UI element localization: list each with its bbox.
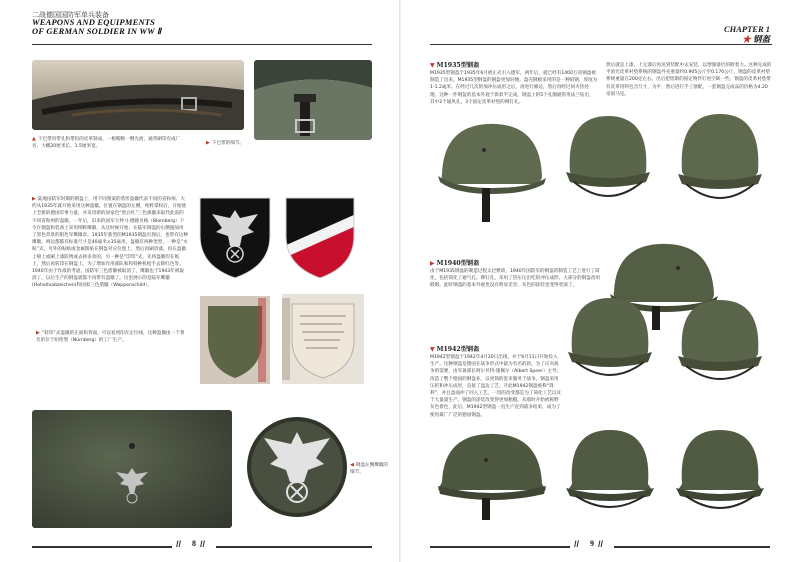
text-m1940: 由于M1935钢盔的制造过程太过繁琐，1940年国防军的钢盔的制造工艺上进行了简化，包括简化了通气孔、铆钉孔，采用了热压压出吃的冲压成形。大部分的钢盔改用锻钢。此时钢盔的基本外观也没有明显差异，灰色的涂装也变得更深了。: [430, 269, 600, 289]
caption-buckle: ▶ 下巴带的细节。: [206, 140, 245, 146]
caption-transfer-decal: ▶ “转印”式盔徽的正面和背面，可以看到印在定位线，这种盔徽由一个著名的位于纽伦堡（Nürnberg）的工厂生产。: [36, 330, 185, 343]
heading-m1935: ▼ M1935型钢盔: [430, 62, 480, 69]
caption-strap: ▲ 下巴带用带孔和带扣的皮革制成，一根帽檐一侧光滑，通常刷印有成厂名、大概20厘米长、1.5厘米宽。: [32, 136, 181, 149]
heading-m1940: ▶ M1940型钢盔: [430, 260, 480, 267]
helmet-m1935-side: [436, 118, 548, 230]
eagle-decal: [198, 196, 272, 280]
helmet-m1942-back: [672, 426, 768, 526]
footer-slash-left-2: //: [200, 539, 206, 549]
helmet-m1942-front: [562, 426, 658, 522]
book-title-en-line2: OF GERMAN SOLDIER IN WW Ⅱ: [32, 26, 162, 36]
chapter-subtitle: ★ 钢盔: [742, 34, 770, 44]
footer-rule-left-2: [216, 546, 372, 548]
helmet-m1940-back: [672, 294, 768, 398]
heading-m1942: ▼ M1942型钢盔: [430, 346, 480, 353]
triangle-icon: ▼: [430, 62, 435, 69]
triangle-icon: ▶: [206, 140, 210, 146]
page-number-right: 9: [590, 539, 594, 548]
footer-slash-left: //: [176, 539, 182, 549]
footer-slash-right: //: [574, 539, 580, 549]
footer-rule-left: [32, 546, 172, 548]
helmet-m1940-front: [562, 292, 658, 392]
triangle-icon: ▶: [430, 260, 435, 267]
chapter-label: CHAPTER 1: [723, 24, 770, 34]
book-title-cn: 二战德国国防军单兵装备: [32, 12, 109, 19]
footer-rule-right-2: [614, 546, 770, 548]
footer-slash-right-2: //: [598, 539, 604, 549]
helmet-m1935-back: [672, 110, 768, 218]
triangle-icon: ▶: [36, 330, 40, 336]
photo-transfer-front: [200, 296, 270, 384]
triangle-icon: ▲: [32, 136, 36, 142]
book-title-en-line1: WEAPONS AND EQUIPMENTS: [32, 17, 156, 27]
page-number-left: 8: [192, 539, 196, 548]
book-title-en: [32, 18, 161, 36]
photo-helmet-side-closeup: [32, 410, 232, 528]
triangle-icon: ▶: [32, 196, 36, 202]
text-m1935-b: 然后就是上漆，上完漆后再送到装配中去安装，以增强漆层的附着力。这种完成的平滑光皮革衬垫系统的钢盔外壳重量约0.905公斤至0.170公斤，钢盔的皮革衬垫系统重量在200克左右。出后把铝制的固定物件钉进空缺一些。钢盔的皮革衬垫带有皮革用料包含尺寸，为平，然后进行手工塞配，一套钢盔完成品的价格为4.20帝国马克。: [606, 63, 772, 97]
photo-chin-strap: [32, 60, 244, 130]
photo-buckle: [254, 60, 372, 140]
triangle-icon: ▼: [430, 346, 435, 353]
text-m1935-a: M1935型钢盔于1935年6月被正式引入德军，两年后，就已经有1400万顶钢盔被制造了出来。M1935型钢盔的钢盔更加轻便。盔壳钢板采用的是一种钼钢，厚度为1-1.2毫米。在经过几次的加冲压成形之后，再进行修边，然后再经过回火热处理。这种一件钢盔的基本外观于新款半完成，钢盔上的5个孔圈通常用法兰钻出，其中2个通风孔，3个固定皮革衬垫的铆钉孔。: [430, 71, 598, 105]
caption-eagle-closeup: ◀ 钢盔左侧鹰徽的细节。: [350, 462, 389, 475]
header-rule-left: [32, 44, 372, 45]
page-spine: [399, 0, 401, 562]
helmet-m1942-side: [436, 428, 548, 528]
text-m1942: M1942型钢盔于1942年4月20日出现，并于6月11日开始投入生产。这种钢盔是德国在战争形式中最为有名的款，为了应对战争的需要，由军备部长阿尔贝特·施佩尔（Albert Speer）主导，改造了整个德国的钢盔业，以更简的套来服务于战争。钢盔采用压折和冲压成形，直接了盔边工艺。开此M1942钢盔被称“锋利”，并且盔面冲了同入工艺。一切的改变都是为了简化工艺以及于大量量生产。钢盔的涂装改变得更加粗糙。从那时开始被称野灰色着色，此后，M1942型钢盔一直生产直到战争结束，成为了使用最广广泛的德国钢盔。: [430, 355, 562, 418]
helmet-m1935-front: [560, 110, 656, 214]
tricolor-shield: [284, 196, 356, 280]
header-rule-right: [430, 44, 772, 45]
photo-transfer-back: [282, 294, 364, 384]
star-icon: ★: [742, 34, 751, 44]
body-text-insignia: ▶ 陆地国防军时期的钢盔上，用不同图案的盾形盔徽代表不同的省和州。大约从1935年就开始采用这种盔徽。位置在钢盔的左侧，纯粹掌权后，开始使上全新的德国军事力量，并采用新的国家色“黑白红”三色旗徽来取代此前的不同省和州的盔徽。一年后，旧来的国军大仲马·德隆贝格（Blomberg）下令在钢盔和装备上采用纳粹鹰徽，从这时候开始，在陆军钢盔的右侧施加用了黑色背景的银色军鹰徽章。1935年新型的M1935钢盔出现后，也带有这种鹰徽，两边都都有标准尺寸是40毫米×35毫米。盔徽有两种类型，一种是“水贴”式，另外的贴纸或金属版贴在钢盔对应位置上，然后再刷清漆，再在盔徽上喷上或刷上漆防锈或去掉多余的，另一种是“印印”式，先将盔徽印在纸上，然后再转印在钢盔上。为了增加作用部队和和特种机枪手去除红色等。1940年由于作战的考虑，国防军三色盾徽被取消了，鹰徽也于1943年被取消了，以后生产的钢盔就都不再带有盔徽了。这里展示的是陆军鹰徽(Hoheitsabzeichen)和国家三色盾徽（Wappenschild）。: [32, 196, 188, 289]
triangle-icon: ◀: [350, 462, 354, 468]
footer-rule-right: [430, 546, 570, 548]
chapter-header: [724, 24, 770, 44]
photo-eagle-closeup: [246, 416, 348, 518]
